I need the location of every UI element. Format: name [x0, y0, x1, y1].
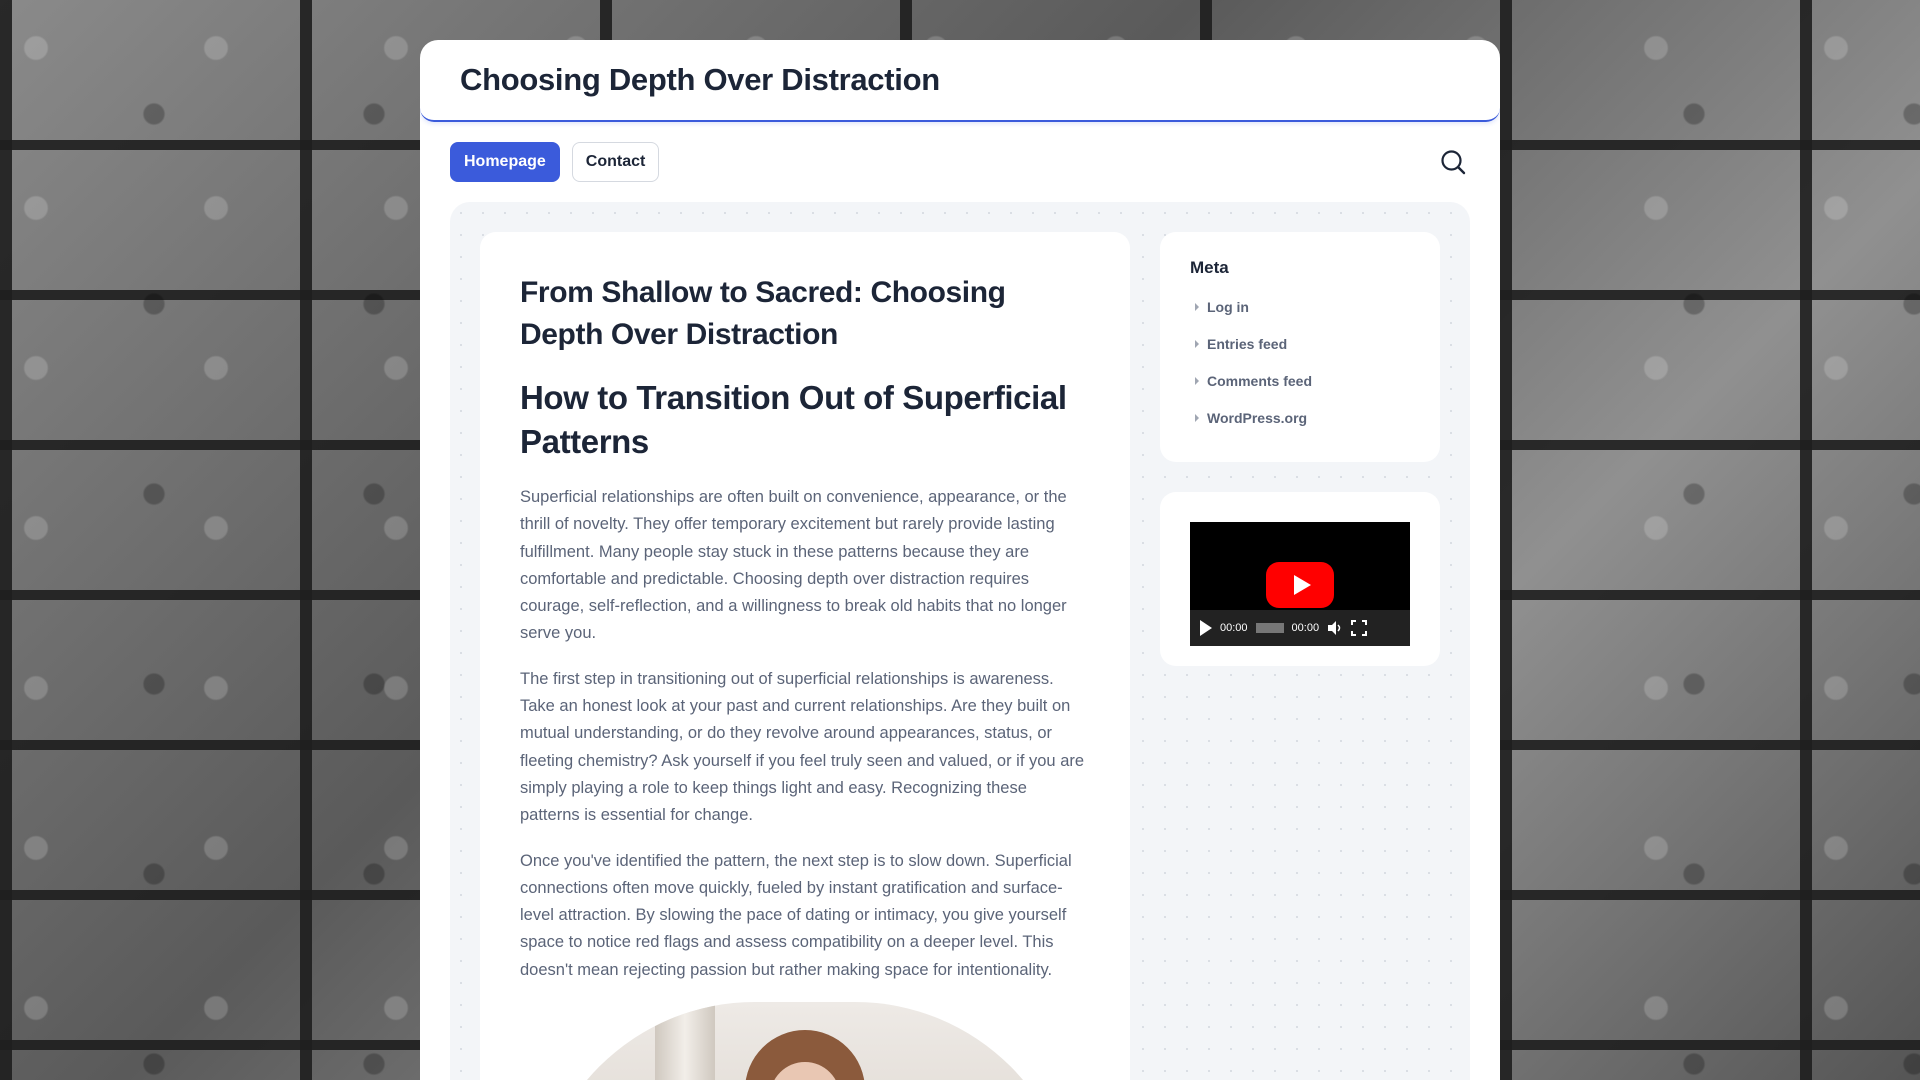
progress-bar[interactable]	[1256, 623, 1284, 633]
meta-widget-title: Meta	[1190, 258, 1229, 277]
nav-contact[interactable]: Contact	[572, 142, 660, 182]
content-area	[450, 202, 1470, 1080]
image-curtain	[655, 1002, 715, 1080]
current-time: 00:00	[1220, 622, 1248, 634]
youtube-play-icon[interactable]	[1266, 562, 1334, 608]
meta-link-entries-feed[interactable]	[1190, 325, 1410, 362]
video-player[interactable]	[1190, 522, 1410, 646]
article-image	[535, 1002, 1075, 1080]
video-widget	[1160, 492, 1440, 666]
paragraph-3: Once you've identified the pattern, the next step is to slow down. Superficial connections often move quickly, fueled by instant gratification and surface-level attraction. By slowing the pace of dating or intimacy, you give yourself space to notice red flags and assess compatibility on a deeper level. This doesn't mean rejecting passion but rather making space for intentionality.	[520, 851, 1072, 979]
sidebar	[1160, 232, 1440, 696]
search-icon	[1440, 149, 1466, 175]
nav-items	[450, 142, 659, 182]
article	[480, 232, 1130, 1080]
meta-link-label: WordPress.org	[1207, 409, 1308, 426]
meta-list	[1190, 288, 1410, 436]
main-navigation	[420, 122, 1500, 202]
meta-widget	[1160, 232, 1440, 462]
caret-right-icon	[1195, 303, 1199, 311]
fullscreen-icon[interactable]	[1351, 620, 1367, 636]
meta-link-label: Comments feed	[1207, 372, 1313, 389]
play-icon[interactable]	[1200, 620, 1212, 636]
meta-link-comments-feed[interactable]	[1190, 362, 1410, 399]
paragraph-2: The first step in transitioning out of superficial relationships is awareness. Take an honest look at your past and current relationships. Are they built on mutual understanding, or do they revolve around appearances, status, or fleeting chemistry? Ask yourself if you feel truly seen and valued, or if you are simply playing a role to keep things light and easy. Recognizing these patterns is essential for change.	[520, 669, 1085, 825]
duration: 00:00	[1291, 622, 1320, 634]
caret-right-icon	[1195, 414, 1199, 422]
search-button[interactable]	[1436, 145, 1470, 179]
meta-link-label: Entries feed	[1207, 335, 1288, 352]
site-title[interactable]: Choosing Depth Over Distraction	[460, 62, 940, 97]
meta-link-label: Log in	[1207, 298, 1249, 315]
caret-right-icon	[1195, 377, 1199, 385]
section-heading: How to Transition Out of Superficial Patterns	[520, 379, 1067, 460]
meta-link-wordpress[interactable]	[1190, 399, 1410, 436]
site-header	[420, 40, 1500, 122]
post-title[interactable]: From Shallow to Sacred: Choosing Depth Over Distraction	[520, 276, 1006, 351]
meta-link-login[interactable]	[1190, 288, 1410, 325]
caret-right-icon	[1195, 340, 1199, 348]
page	[420, 40, 1500, 1080]
nav-homepage[interactable]: Homepage	[450, 142, 560, 182]
video-controls	[1190, 610, 1410, 646]
paragraph-1: Superficial relationships are often built on convenience, appearance, or the thrill of novelty. They offer temporary excitement but rarely provide lasting fulfillment. Many people stay stuck in these patterns because they are comfortable and predictable. Choosing depth over distraction requires courage, self-reflection, and a willingness to break old habits that no longer serve you.	[520, 488, 1067, 643]
volume-icon[interactable]	[1327, 620, 1343, 636]
